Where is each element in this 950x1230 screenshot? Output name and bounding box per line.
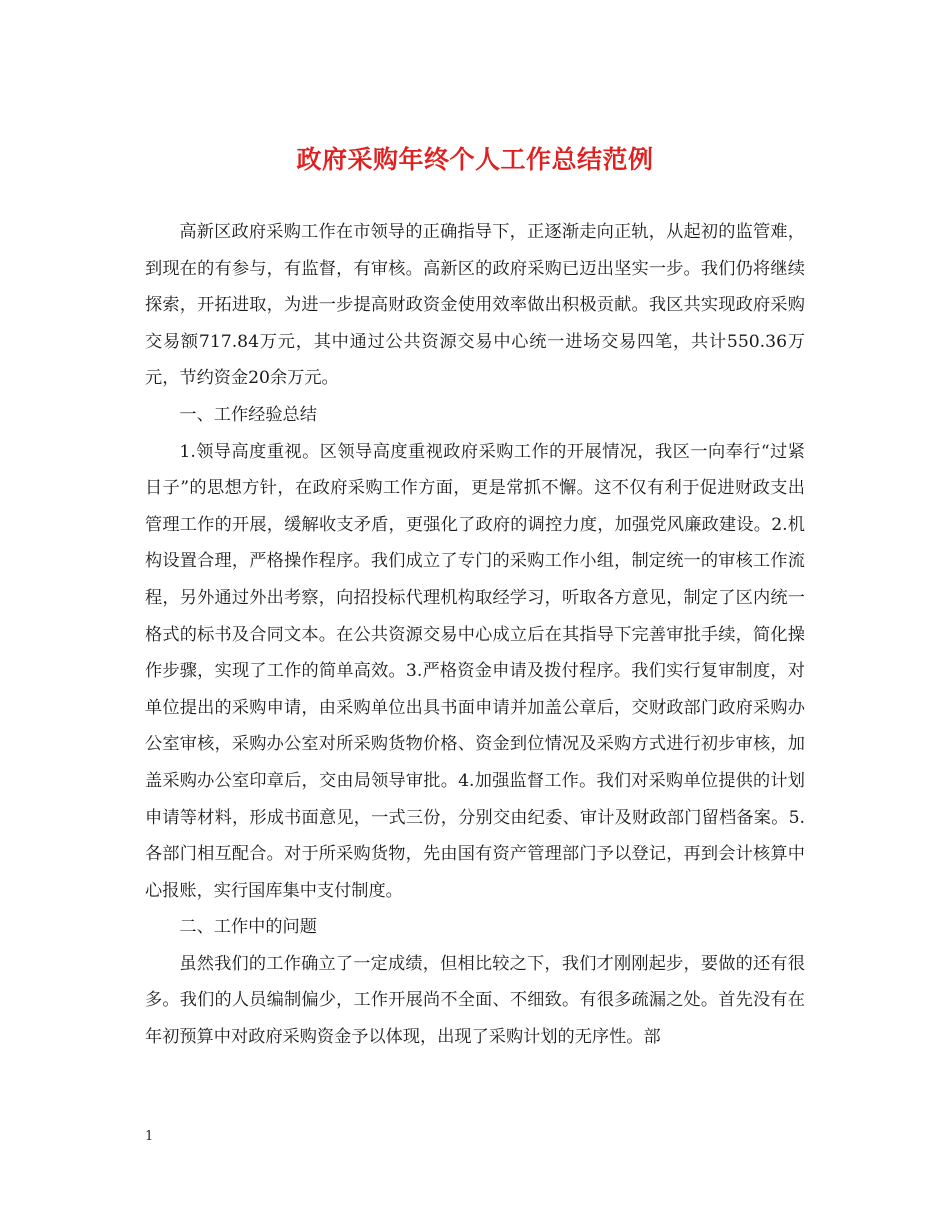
- paragraph-intro: 高新区政府采购工作在市领导的正确指导下，正逐渐走向正轨，从起初的监管难，到现在的有参与，有监督，有审核。高新区的政府采购已迈出坚实一步。我们仍将继续探索，开拓进取，为进一步提高财政资金使用效率做出积极贡献。我区共实现政府采购交易额717.84万元，其中通过公共资源交易中心统一进场交易四笔，共计550.36万元，节约资金20余万元。: [145, 222, 805, 389]
- section-heading-experience: 一、工作经验总结: [179, 404, 317, 425]
- paragraph-problems: 虽然我们的工作确立了一定成绩，但相比较之下，我们才刚刚起步，要做的还有很多。我们的人员编制偏少，工作开展尚不全面、不细致。有很多疏漏之处。首先没有在年初预算中对政府采购资金予以体现，出现了采购计划的无序性。部: [145, 953, 805, 1048]
- page-number: 1: [145, 1129, 154, 1144]
- paragraph-experience: 1.领导高度重视。区领导高度重视政府采购工作的开展情况，我区一向奉行“过紧日子”的思想方针，在政府采购工作方面，更是常抓不懈。这不仅有利于促进财政支出管理工作的开展，缓解收支矛盾，更强化了政府的调控力度，加强党风廉政建设。2.机构设置合理，严格操作程序。我们成立了专门的采购工作小组，制定统一的审核工作流程，另外通过外出考察，向招投标代理机构取经学习，听取各方意见，制定了区内统一格式的标书及合同文本。在公共资源交易中心成立后在其指导下完善审批手续，简化操作步骤，实现了工作的简单高效。3.严格资金申请及拨付程序。我们实行复审制度，对单位提出的采购申请，由采购单位出具书面申请并加盖公章后，交财政部门政府采购办公室审核，采购办公室对所采购货物价格、资金到位情况及采购方式进行初步审核，加盖采购办公室印章后，交由局领导审批。4.加强监督工作。我们对采购单位提供的计划申请等材料，形成书面意见，一式三份，分别交由纪委、审计及财政部门留档备案。5.各部门相互配合。对于所采购货物，先由国有资产管理部门予以登记，再到会计核算中心报账，实行国库集中支付制度。: [145, 441, 805, 901]
- section-heading-problems: 二、工作中的问题: [179, 917, 317, 938]
- document-body: [145, 214, 805, 1056]
- document-title: 政府采购年终个人工作总结范例: [296, 145, 654, 174]
